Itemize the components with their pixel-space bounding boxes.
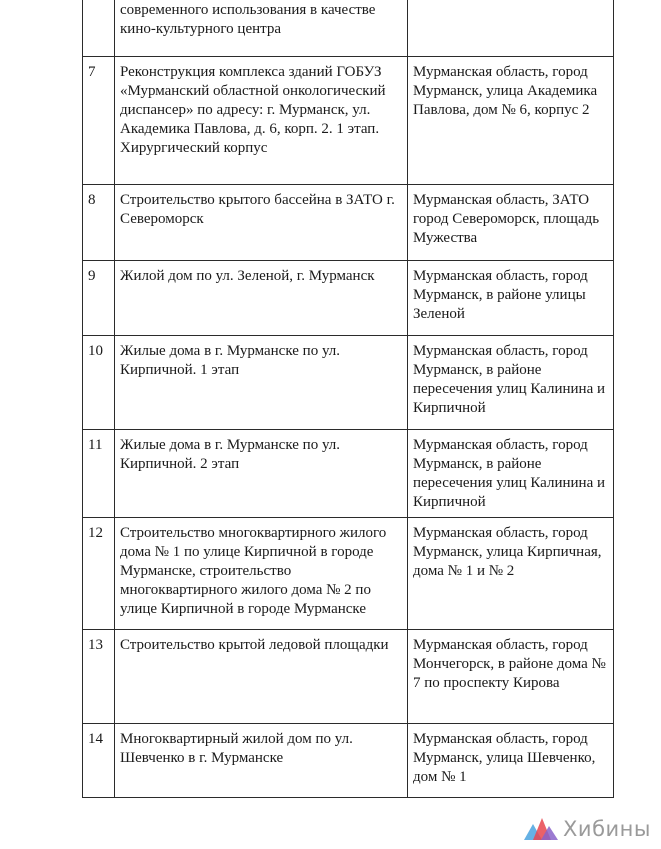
object-address-cell (408, 0, 614, 57)
row-number: 7 (88, 64, 96, 80)
object-name: Реконструкция комплекса зданий ГОБУЗ «Мурманский областной онкологический диспансер» по адресу: г. Мурманск, ул. Академика Павлова, д. 6, корп. 2. 1 этап. Хирургический корпус (120, 64, 386, 156)
object-name-cell (115, 518, 408, 630)
object-name-cell (115, 724, 408, 798)
object-address-cell (408, 724, 614, 798)
object-address: Мурманская область, город Мурманск, в районе улицы Зеленой (413, 268, 588, 322)
table-row (83, 724, 614, 798)
object-name: Жилой дом по ул. Зеленой, г. Мурманск (120, 268, 375, 284)
row-number-cell (83, 724, 115, 798)
row-number-cell (83, 518, 115, 630)
table-row (83, 261, 614, 336)
row-number: 10 (88, 343, 103, 359)
object-name-cell (115, 630, 408, 724)
row-number: 13 (88, 637, 103, 653)
row-number-cell (83, 261, 115, 336)
object-address: Мурманская область, город Мурманск, улица Шевченко, дом № 1 (413, 731, 596, 785)
object-name: Строительство многоквартирного жилого дома № 1 по улице Кирпичной в городе Мурманске, строительство многоквартирного жилого дома № 2 по улице Кирпичной в городе Мурманске (120, 525, 387, 617)
object-address-cell (408, 185, 614, 261)
object-name: современного использования в качестве кино-культурного центра (120, 2, 376, 37)
row-number: 14 (88, 731, 103, 747)
khibiny-watermark (524, 817, 651, 841)
row-number-cell (83, 336, 115, 430)
object-address: Мурманская область, город Мурманск, улица Академика Павлова, дом № 6, корпус 2 (413, 64, 598, 118)
object-address-cell (408, 630, 614, 724)
object-address: Мурманская область, город Мурманск, в районе пересечения улиц Калинина и Кирпичной (413, 437, 606, 510)
object-address: Мурманская область, город Мурманск, в районе пересечения улиц Калинина и Кирпичной (413, 343, 606, 416)
mountains-logo-icon (524, 818, 558, 840)
table-row (83, 518, 614, 630)
object-address: Мурманская область, город Мончегорск, в районе дома № 7 по проспекту Кирова (413, 637, 606, 691)
row-number: 8 (88, 192, 96, 208)
table-row (83, 630, 614, 724)
table-row (83, 430, 614, 518)
object-address-cell (408, 57, 614, 185)
table-row (83, 57, 614, 185)
objects-table (82, 0, 614, 798)
row-number-cell (83, 630, 115, 724)
object-name: Жилые дома в г. Мурманске по ул. Кирпичной. 1 этап (120, 343, 341, 378)
row-number-cell (83, 0, 115, 57)
object-name-cell (115, 57, 408, 185)
object-name-cell (115, 185, 408, 261)
row-number-cell (83, 57, 115, 185)
object-address: Мурманская область, ЗАТО город Североморск, площадь Мужества (413, 192, 600, 246)
object-name: Строительство крытой ледовой площадки (120, 637, 389, 653)
object-address-cell (408, 430, 614, 518)
watermark-text: Хибины (563, 817, 651, 841)
row-number-cell (83, 430, 115, 518)
object-name: Строительство крытого бассейна в ЗАТО г. Североморск (120, 192, 395, 227)
table-row (83, 185, 614, 261)
object-address: Мурманская область, город Мурманск, улица Кирпичная, дома № 1 и № 2 (413, 525, 602, 579)
row-number-cell (83, 185, 115, 261)
object-address-cell (408, 261, 614, 336)
object-address-cell (408, 518, 614, 630)
object-name-cell (115, 430, 408, 518)
object-name: Многоквартирный жилой дом по ул. Шевченко в г. Мурманске (120, 731, 353, 766)
object-name: Жилые дома в г. Мурманске по ул. Кирпичной. 2 этап (120, 437, 341, 472)
row-number: 9 (88, 268, 96, 284)
row-number: 11 (88, 437, 103, 453)
object-address-cell (408, 336, 614, 430)
object-name-cell (115, 0, 408, 57)
object-name-cell (115, 261, 408, 336)
table-row (83, 0, 614, 57)
row-number: 12 (88, 525, 103, 541)
object-name-cell (115, 336, 408, 430)
table-row (83, 336, 614, 430)
